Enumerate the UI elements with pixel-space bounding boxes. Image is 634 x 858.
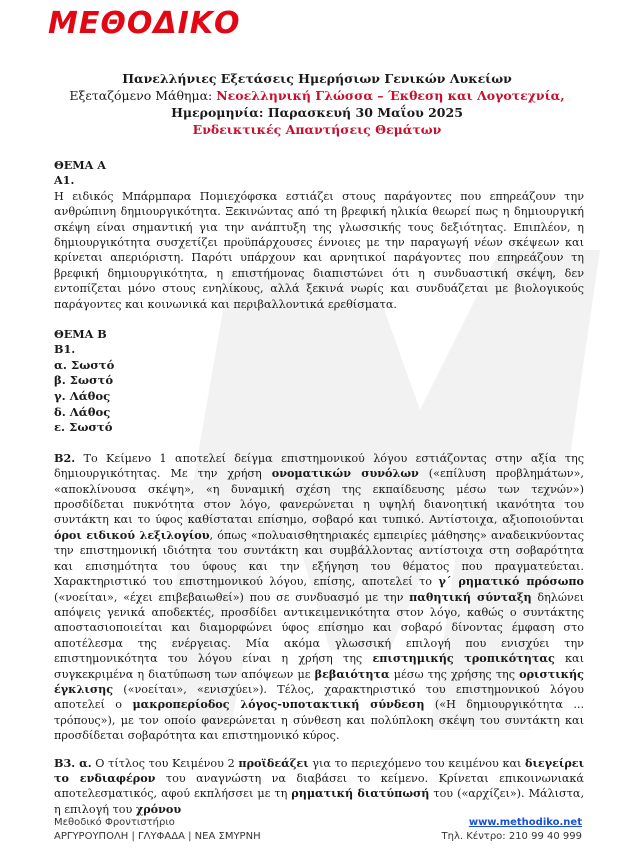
exam-date: Ημερομηνία: Παρασκευή 30 Μαΐου 2025 bbox=[171, 105, 463, 120]
answer-b1-c: γ. Λάθος bbox=[54, 389, 111, 404]
answer-b3-text: Β3. α. Ο τίτλος του Κειμένου 2 προϊδεάζει για το περιεχόμενο του κειμένου και διεγείρει το ενδιαφέρον του αναγνώστη να διαβάσει το κείμενο. Κρίνεται επικοινωνιακά αποτελεσματικός, αφού εκπλήσσει με τη ρηματική διατύπωσή του («αρχίζει»). Μάλιστα, η επιλογή του χρόνου bbox=[54, 755, 584, 816]
document-body bbox=[54, 158, 584, 817]
footer-locations: ΑΡΓΥΡΟΥΠΟΛΗ | ΓΛΥΦΑΔΑ | ΝΕΑ ΣΜΥΡΝΗ bbox=[54, 831, 261, 842]
theme-b-heading: ΘΕΜΑ Β bbox=[54, 327, 107, 342]
methodiko-logo: ΜΕΘΟΔΙΚΟ bbox=[48, 6, 241, 41]
footer-org bbox=[54, 816, 261, 844]
question-a1-label: Α1. bbox=[54, 173, 75, 188]
question-b1-label: Β1. bbox=[54, 342, 76, 357]
footer-contact bbox=[442, 816, 582, 844]
answer-b1-a: α. Σωστό bbox=[54, 357, 115, 372]
answers-title: Ενδεικτικές Απαντήσεις Θεμάτων bbox=[192, 122, 442, 137]
exam-title: Πανελλήνιες Εξετάσεις Ημερήσιων Γενικών Λυκείων bbox=[122, 71, 512, 86]
footer-phone: Τηλ. Κέντρο: 210 99 40 999 bbox=[441, 831, 582, 842]
exam-subject: Εξεταζόμενο Μάθημα: Νεοελληνική Γλώσσα – Έκθεση και Λογοτεχνία, bbox=[69, 88, 565, 103]
answer-b2-text: Β2. Το Κείμενο 1 αποτελεί δείγμα επιστημονικού λόγου εστιάζοντας στην αξία της δημιουργικότητας. Με την χρήση ονοματικών συνόλων («επίλυση προβλημάτων», «αποκλίνουσα σκέψη», «η δυναμική σχέση της εκπαίδευσης μέσω των τεχνών») προσδίδεται πυκνότητα στον λόγο, φανερώνεται η υψηλή διανοητική ικανότητα του συντάκτη και το ύφος καθίσταται επίσημο, σοβαρό και τυπικό. Αντίστοιχα, αξιοποιούνται όροι ειδικού λεξιλογίου, όπως «πολυαισθητηριακές εμπειρίες μάθησης» αναδεικνύοντας την επιστημονική ιδιότητα του συντάκτη και συμβάλλοντας αντίστοιχα στη σοβαρότητα και επισημότητα του ύφους και την εξήγηση του θέματος που πραγματεύεται. Χαρακτηριστικό του επιστημονικού λόγου, επίσης, αποτελεί το γ΄ ρηματικό πρόσωπο («νοείται», «έχει επιβεβαιωθεί») που σε συνδυασμό με την παθητική σύνταξη δηλώνει απόψεις γενικά αποδεκτές, προσδίδει αντικειμενικότητα στον λόγο, καθώς ο συντάκτης αποστασιοποιείται και διαμορφώνει ύφος επίσημο και σοβαρό δίνοντας έμφαση στο αποτέλεσμα της ενέργειας. Μία ακόμα γλωσσική επιλογή που ενισχύει την επιστημονικότητα του λόγου είναι η χρήση της επιστημικής τροπικότητας και συγκεκριμένα η διατύπωση των απόψεων με βεβαιότητα μέσω της χρήσης της οριστικής έγκλισης («νοείται», «ενισχύει»). Τέλος, χαρακτηριστικό του επιστημονικού λόγου αποτελεί ο μακροπερίοδος λόγος-υποτακτική σύνδεση («Η δημιουργικότητα ... τρόπους»), με τον οποίο φανερώνεται η σύνθεση και πολύπλοκη σκέψη του συντάκτη και προσδίδεται σοβαρότητα και επιστημονικό κύρος. bbox=[54, 450, 584, 743]
answer-b1-b: β. Σωστό bbox=[54, 373, 114, 388]
website-link[interactable]: www.methodiko.net bbox=[468, 817, 582, 828]
footer-org-name: Μεθοδικό Φροντιστήριο bbox=[54, 817, 175, 828]
answer-b1-d: δ. Λάθος bbox=[54, 404, 111, 419]
answer-a1-text: Η ειδικός Μπάρμπαρα Πομιεχόφσκα εστιάζει στους παράγοντες που επηρεάζουν την ανθρώπινη δημιουργικότητα. Ξεκινώντας από τη βρεφική ηλικία θεωρεί πως η δημιουργική σκέψη είναι σημαντική για την ανάπτυξη της γλωσσικής τους δεξιότητας. Επιπλέον, η δημιουργικότητα συσχετίζει προϋπάρχουσες έννοιες με την παραγωγή νέων σκέψεων και κρίνεται απεριόριστη. Παρότι υπάρχουν και αρνητικοί παράγοντες που επηρεάζουν τη βρεφική δημιουργικότητα, η επιστήμονας διαπιστώνει ότι η συνδυαστική σκέψη, δεν εντοπίζεται μόνο στους ενηλίκους, αλλά ξεκινά νωρίς και συνδυάζεται με βιολογικούς παράγοντες και κοινωνικά και περιβαλλοντικά ερεθίσματα. bbox=[54, 189, 584, 311]
theme-a-heading: ΘΕΜΑ Α bbox=[54, 158, 106, 172]
answer-b1-e: ε. Σωστό bbox=[54, 420, 113, 435]
